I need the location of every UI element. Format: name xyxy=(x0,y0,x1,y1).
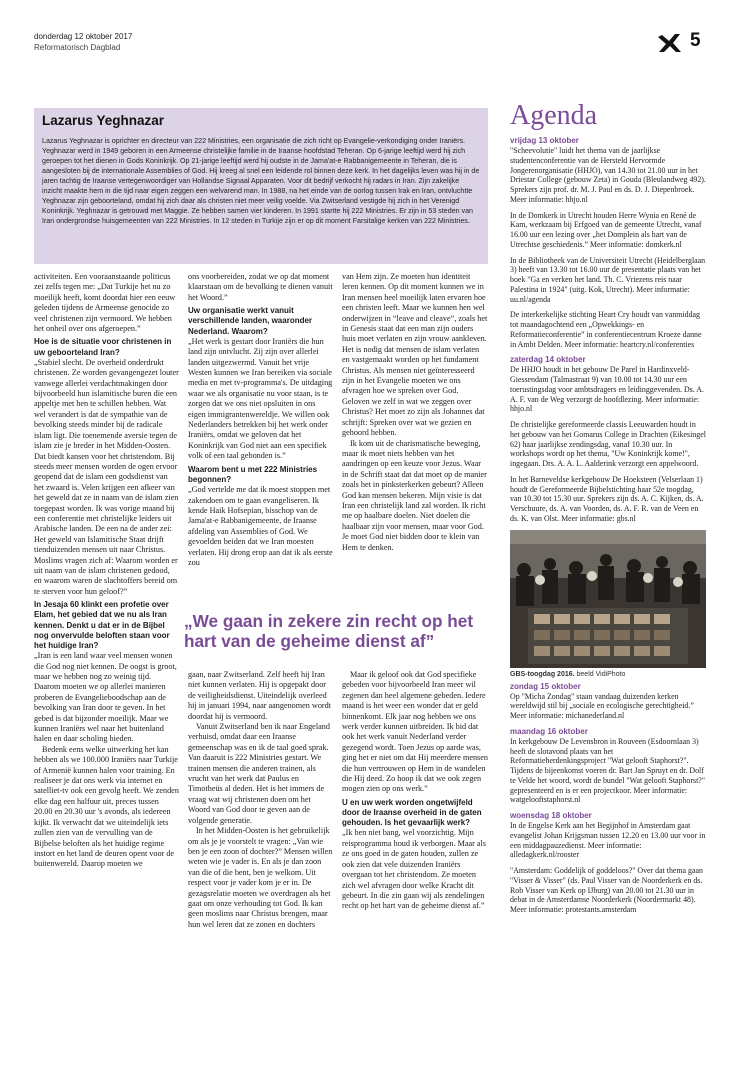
article-column-1 xyxy=(34,272,179,1052)
paragraph: Vanuit Zwitserland ben ik naar Engeland verhuisd, omdat daar een Iraanse gemeenschap was en ik de taal goed sprak. Van daaruit is 222 Ministries gestart. We trainen mensen die anderen trainen, als vrucht van het werk dat Paulus en Timotheüs al deden. Het is het immers de vraag wat wij christenen doen om het Woord van God door te geven aan de volgende generatie. xyxy=(188,722,330,825)
paragraph: gaan, naar Zwitserland. Zelf heeft hij Iran niet kunnen verlaten. Hij is opgepakt door de veiligheidsdienst. Uiteindelijk overleed hij in januari 1994, naar aangenomen wordt doordat hij is vermoord. xyxy=(188,670,332,721)
interview-question: Hoe is de situatie voor christenen in uw geboorteland Iran? xyxy=(34,337,172,357)
paragraph: Ik kom uit de charismatische beweging, maar ik moet niets hebben van het aandringen op een keuze voor Jezus. Waar in de Schrift staat dat dat moet op de manier zoals het in pinksterkerken gebeurt? Alleen God kan mensen bekeren. Mijn visie is dat Iran een christelijk land zal worden. Ik richt me op haalbare doelen. Niet doelen die haalbaar zijn voor mensen, maar voor God. Je moet God niet bidden door te klein van Hem te denken. xyxy=(342,438,487,552)
issue-date: donderdag 12 oktober 2017 xyxy=(34,32,133,41)
agenda-item: "Scheevolutie" luidt het thema van de jaarlijkse studentenconferentie van de Hersteld Hervormde Jongerenorganisatie (HHJO), van 14.30 tot 21.00 uur in het Driestar College (gebouw Zeta) in Gouda (Bleulandweg 492). Sprekers zijn prof. dr. M. J. Paul en ds. D. J. Diepenbroek. Meer informatie: hhjo.nl xyxy=(510,146,706,204)
interview-question: U en uw werk worden ongetwijfeld door de Iraanse overheid in de gaten gehouden. Is het gevaarlijk werk? xyxy=(342,797,482,828)
paragraph: „Iran is een land waar veel mensen wonen die God nog niet kennen. De oogst is groot, maar we hebben nog zo weinig tijd. Daarom moeten we op allerlei manieren proberen de Evangelieboodschap aan de bevolking van Iran door te geven. In het gebed is dat bijzonder moeilijk. Maar we kunnen Iraniërs wel naar het buitenland halen en daar scholing bieden. xyxy=(34,651,177,744)
interview-question: Waarom bent u met 222 Ministries begonnen? xyxy=(188,464,318,484)
paragraph: „Stabiel slecht. De overheid onderdrukt christenen. Ze worden gevangengezet louter vanwege allerlei verdachtmakingen door bijvoorbeeld hun islamitische buren die een appeltje met hen te schillen hebben. Wat wel verandert is dat de sympathie van de bevolking steeds minder bij de radicale islam ligt. Die toenemende aversie tegen de islam zie je breder in het Midden-Oosten. Dat biedt kansen voor het christendom. Bij steeds meer mensen worden de ogen ervoor geopend dat de islam een godsdienst van het zwaard is. Velen krijgen een afkeer van het geweld dat ze in naam van de islam zien toegepast worden. Ik was vorige maand bij een conferentie met christelijke leiders uit Arabische landen. De een na de ander zei: Het geweld van Islamitische Staat drijft tienduizenden mensen uit naar Christus. Moslims vragen zich af: Waarom worden er uit naam van de islam christenen gedood, en waarom waren de slachtoffers bereid om te sterven voor hun geloof?” xyxy=(34,357,179,596)
article-column-3 xyxy=(342,272,488,608)
paragraph: van Hem zijn. Ze moeten hun identiteit leren kennen. Op dit moment kunnen we in Iran mensen heel moeilijk laten ervaren hoe een christen leeft. Maar we kunnen hen wel onderwijzen in “leave and cleave”, zoals het in Genesis staat dat een man zijn ouders huis moet verlaten en zijn vrouw aankleven. Het is nodig dat mensen de islam verlaten en vastgemaakt worden op het fundament Christus. Als mensen niet geïnteresseerd zijn in het Evangelie moeten we ons afvragen hoe we spreken over God. Geloven we zelf in wat we zeggen over Christus? Het moet zo zijn als Johannes dat schrijft: Spreken over wat we gezien en gehoord hebben. xyxy=(342,272,488,438)
agenda-item: In het Barneveldse kerkgebouw De Hoeksteen (Velserlaan 1) houdt de Gereformeerde Bijbelstichting haar 52e toogdag, van 10.30 tot 15.30 uur. Sprekers zijn ds. A. C. Kijken, ds. A. Verschuure, ds. A. van Voorden, ds. A. F. R. van de Veen en ds. K. van Olst. Meer informatie: gbs.nl xyxy=(510,474,704,523)
photo-credit: beeld VidiPhoto xyxy=(574,670,626,678)
agenda-item: In de Engelse Kerk aan het Begijnhof in Amsterdam gaat evangelist Johan Krijgsman tussen 12.20 en 13.00 uur voor in een middagpauzedienst. Meer informatie: alledagkerk.nl/rooster xyxy=(510,821,706,860)
paragraph: Bedenk eens welke uitwerking het kan hebben als we 100.000 Iraniërs naar Turkije of Armenië kunnen halen voor training. En realiseer je dat ons werk via internet en satelliet-tv ook een gevolg heeft. We zenden elke dag een halfuur uit, preces tussen 20.00 en 20.30 uur 's avonds, als iedereen kijkt. Ik verwacht dat we uiteindelijk iets zullen zien van de vervulling van de Bijbelse beloften als het huidige regime instort en het land de deuren opent voor de buitenwereld. Daarop moeten we xyxy=(34,744,179,869)
pull-quote: „We gaan in zekere zin recht op het hart van de geheime dienst af” xyxy=(184,611,474,651)
agenda-day: vrijdag 13 oktober xyxy=(510,136,579,145)
paragraph: activiteiten. Een vooraanstaande politicus zei zelfs tegen me: „Dat Turkije het nu zo moeilijk heeft, komt doordat hier een eeuw geleden tijdens de Armeense genocide zo veel christenen zijn vermoord. We hebben het onheil over ons afgeroepen.” xyxy=(34,272,176,334)
page-header xyxy=(34,32,710,56)
agenda-item: Op "Micha Zondag" staan vandaag duizenden kerken wereldwijd stil bij „sociale en ecologische gerechtigheid.” Meer informatie: michanederland.nl xyxy=(510,691,694,720)
page-number: 5 xyxy=(690,30,701,51)
agenda-day: zaterdag 14 oktober xyxy=(510,355,586,365)
rd-logo-icon xyxy=(656,32,682,54)
agenda-item: In de Bibliotheek van de Universiteit Utrecht (Heidelberglaan 3) heeft van 13.30 tot 16.00 uur de presentatie plaats van het boek "Ga en verken het land. Th. C. Vriezens reis naar Palestina in 1924" (uitg. Kok, Utrecht). Meer informatie: uu.nl/agenda xyxy=(510,255,706,304)
profile-text: Lazarus Yeghnazar is oprichter en directeur van 222 Ministries, een organisatie die zich richt op Evangelie-verkondiging onder Iraniërs. Yeghnazar werd in 1949 geboren in een Armeense christelijke familie in de Iraanse hoofdstad Teheran. Op 6-jarige leeftijd werd hij zich geroepen tot het dienen in Gods Koninkrijk. Op 21-jarige leeftijd werd hij oudste in de Jama'at-e Rabbanigemeente in Teheran, die is aangesloten bij de internationale Assemblies of God. Hij kreeg al snel een leidende rol binnen deze kerk. In het dagelijks leven was hij in de jaren tachtig de Iraanse vertegenwoordiger van Hollandse Signaal Apparaten. Voor dit bedrijf verkocht hij radars in Iran. Zijn zakelijke inzicht maakte hem in die tijd naar eigen zeggen een welvarend man. In 1988, na het einde van de oorlog tussen Irak en Iran, ontvluchtte Yeghnazar zijn geboorteland, omdat hij zich daar als christen niet meer veilig voelde. Via Zwitserland vestigde hij zich in het Verenigd Koninkrijk. Yeghnazar is getrouwd met Maggie. Ze hebben samen vier kinderen. In 1991 startte hij 222 Ministries. Er zijn in 53 steden van Iran ondergrondse huisgemeenten van 222 Ministries. In 12 steden in Turkije zijn er op dit moment Farsitalige kerken van 222 Ministries. xyxy=(42,137,480,225)
agenda-day: woensdag 18 oktober xyxy=(510,811,592,820)
paragraph: „Ik ben niet bang, wel voorzichtig. Mijn reisprogramma houd ik verborgen. Maar als ze ons goed in de gaten houden, zullen ze ook zien dat vele duizenden Iraniërs overgaan tot het christendom. Ze moeten zich wel afvragen door welke Kracht dit gebeurt. In die zin gaan wij als zendelingen recht op het hart van de geheime dienst af.” xyxy=(342,828,486,911)
article-column-2-lower xyxy=(188,670,333,1055)
paragraph: ons voorbereiden, zodat we op dat moment klaarstaan om de bevolking te dienen vanuit het Woord.” xyxy=(188,272,333,302)
agenda-item: De christelijke gereformeerde classis Leeuwarden houdt in het gebouw van het Gomarus College in Drachten (Eikesingel 62) haar jaarlijkse zendingsdag, vanaf 10.30 uur. In workshops wordt op het thema, "Uw Koninkrijk kome!", ingegaan. Drs. A. A. L. Aalderink verzorgt een appelwoord. xyxy=(510,420,706,468)
article-column-3-lower xyxy=(342,670,488,1055)
profile-title: Lazarus Yeghnazar xyxy=(42,113,165,128)
photo-caption-title: GBS-toogdag 2016. xyxy=(510,670,575,678)
agenda-item: De HHJO houdt in het gebouw De Parel in Hardinxveld-Giessendam (Talmastraat 9) van 10.00 tot 14.30 uur een toerustingsdag voor ambtsdragers en leidinggevenden. Ds. A. A. F. van de Weg verzorgt de hoofdlezing. Meer informatie: hhjo.nl xyxy=(510,365,704,414)
paragraph: Maar ik geloof ook dat God specifieke gebeden voor bijvoorbeeld Iran meer wil zegenen dan heel algemene gebeden. Iedere maand is het weer een wonder dat er geld binnenkomt. Elk jaar nog hebben we ons werk verder kunnen uitbreiden. Ik bid dat ook het werk vanuit Nederland verder gezegend wordt. Toen Jezus op aarde was, ging het er niet om dat Hij meerdere mensen die hun vertrouwen op Hem in de wandelen die Hij deed. Zo hoop ik dat we ook zegen mogen zien op ons werk.” xyxy=(342,670,488,794)
agenda-item: "Amsterdam: Goddelijk of goddeloos?" Over dat thema gaan "Visser & Visser" (ds. Paul Visser van de Noorderkerk en ds. Rob Visser van Kerk op IJburg) van 20.00 tot 21.30 uur in debat in de Amsterdamse Noorderkerk (Noordermarkt 48). Meer informatie: protestants.amsterdam xyxy=(510,866,703,914)
agenda-item: De interkerkelijke stichting Heart Cry houdt van vanmiddag tot maandagochtend een „Opwekkings- en Reformatieconferentie” in conferentiecentrum Kroeze danne in Ambt Delden. Meer informatie: heartcry.nl/conferenties xyxy=(510,310,702,349)
profile-box xyxy=(34,108,488,264)
agenda-item: In de Domkerk in Utrecht houden Herre Wynia en René de Kam, werkzaam bij Erfgoed van de gemeente Utrecht, vanaf 16.00 uur een lezing over „het Domplein als hart van de Utrechtse geschiedenis.” Meer informatie: domkerk.nl xyxy=(510,210,702,249)
agenda-day: maandag 16 oktober xyxy=(510,726,588,736)
photo-caption xyxy=(510,671,706,678)
agenda-item: In kerkgebouw De Levensbron in Rouveen (Esdoornlaan 3) heeft de slotavond plaats van het Reformatieherdenkingsproject "Wat gelooft Staphorst?". Tijdens de bijeenkomst voeren dr. Bart Jan Spruyt en dr. Dolf te Velde het woord, wordt de bundel "Wat gelooft Staphorst?" gepresenteerd en is er een projectkoor. Meer informatie: watgelooftstaphorst.nl xyxy=(510,736,705,805)
agenda-day: zondag 15 oktober xyxy=(510,681,581,691)
agenda-title: Agenda xyxy=(510,100,598,131)
interview-question: In Jesaja 60 klinkt een profetie over Elam, het gebied dat we nu als Iran kennen. Denkt u dat er in de Bijbel nog onvervulde beloften staan voor het huidige Iran? xyxy=(34,600,170,650)
agenda-sidebar xyxy=(510,100,706,1050)
paragraph: „Het werk is gestart door Iraniërs die hun land zijn ontvlucht. Zij zijn over allerlei landen uitgezwermd. Vanuit het vrije Westen kunnen we Iran bereiken via sociale media en met tv-programma's. De uitdaging waar we als organisatie nu voor staan, is te zorgen dat we ons niet opsluiten in ons eigen immigrantenwereldje. We willen ook Nederlanders betrekken bij het werk onder Iraniërs, omdat we geloven dat het Koninkrijk van God niet aan een specifiek volk of een taal gebonden is.” xyxy=(188,336,333,461)
article-column-2 xyxy=(188,272,333,608)
interview-question: Uw organisatie werkt vanuit verschillende landen, waaronder Nederland. Waarom? xyxy=(188,306,313,336)
paragraph: In het Midden-Oosten is het gebruikelijk om als je je voorstelt te vragen: „Van wie ben je een zoon of dochter?” Mensen willen weten wie je vader is. En als je dan zoon van die of die bent, ben je welkom. Uit respect voor je vader kom je er in. De gezagsrelatie moeten we overdragen als het gaat om onze verhouding tot God. Ik kan geen moslims naar Christus brengen, maar hun wel leren dat ze zonen en dochters xyxy=(188,826,333,929)
toogdag-photo xyxy=(510,530,706,668)
paragraph: „God vertelde me dat ik moest stoppen met zakendoen om te gaan evangeliseren. Ik kende Haik Hofsepian, bisschop van de Jama'at-e Rabbanigemeente, de Iraanse afdeling van Assemblies of God. We gevoelden beiden dat we Iran moesten verlaten. Hij drong erop aan dat ik als eerste zou xyxy=(188,485,333,567)
newspaper-name: Reformatorisch Dagblad xyxy=(34,43,121,52)
